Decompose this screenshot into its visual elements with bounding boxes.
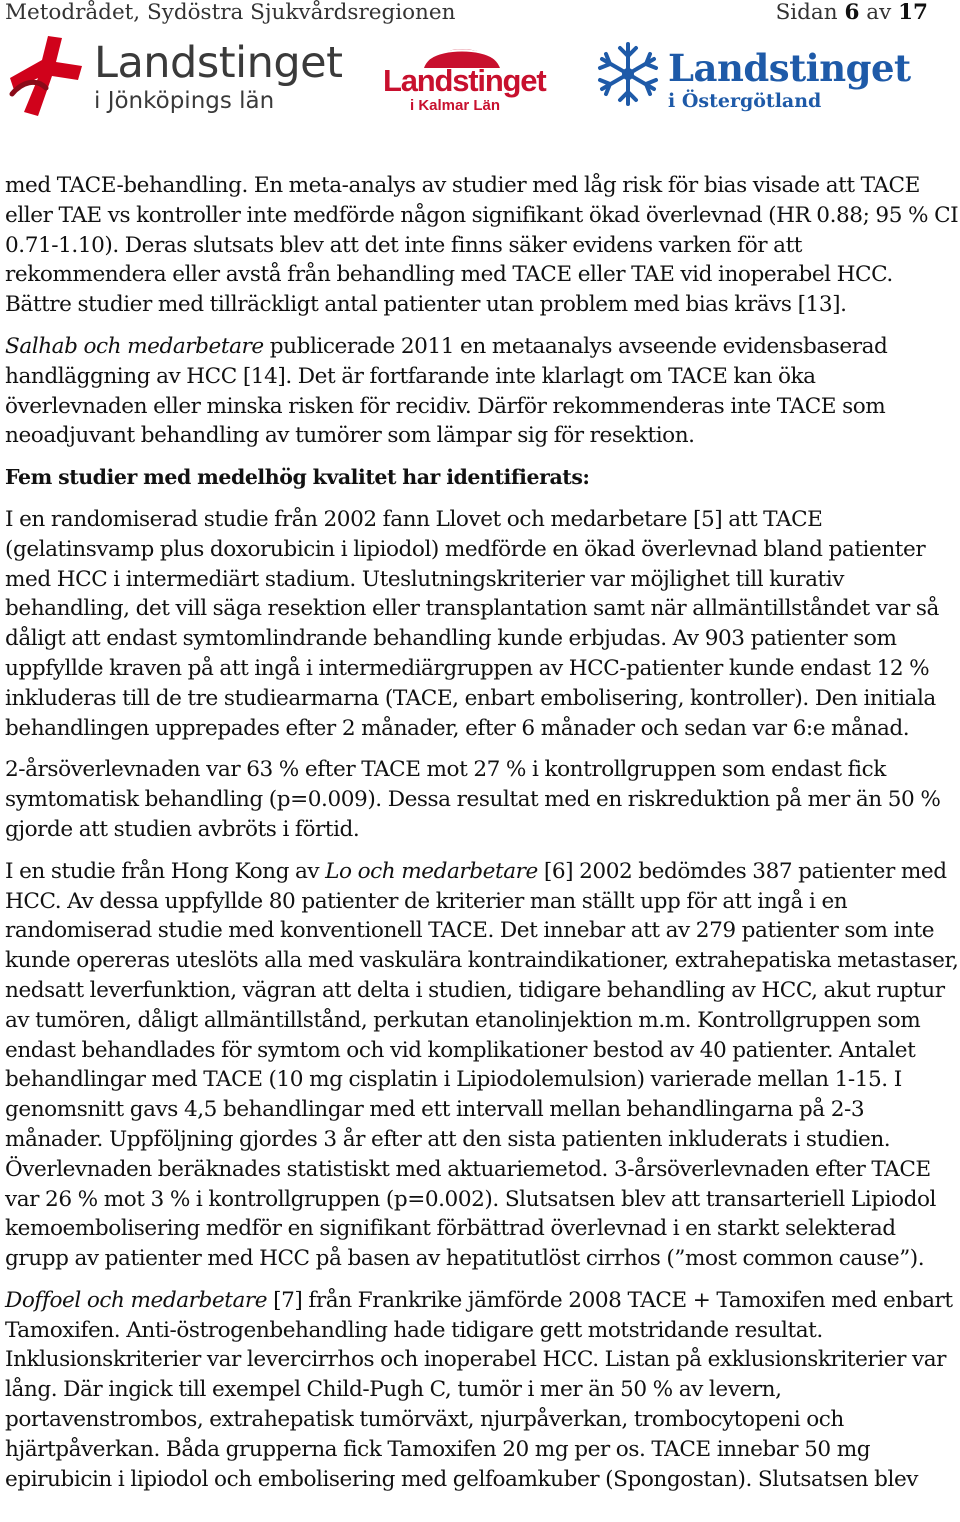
author-salhab: Salhab och medarbetare [5, 333, 264, 359]
paragraph-lo: I en studie från Hong Kong av Lo och medarbetare [6] 2002 bedömdes 387 patienter med HCC. Av dessa uppfyllde 80 patienter de kriterier man ställt upp för att ingå i en randomiserad studie med konventionell TACE. Det innebar att av 279 patienter som inte kunde opereras uteslöts alla med vaskulära kontraindikationer, extrahepatiska metastaser, nedsatt leverfunktion, vägran att delta i studien, tidigare behandling av HCC, akut ruptur av tumören, dåligt allmäntillstånd, perkutan etanolinjektion m.m. Kontrollgruppen som endast behandlades för symtom och vid komplikationer bestod av 40 patienter. Antalet behandlingar med TACE (10 mg cisplatin i Lipiodolemulsion) varierade mellan 1-15. I genomsnitt gavs 4,5 behandlingar med ett intervall mellan behandlingarna på 2-3 månader. Uppföljning gjordes 3 år efter att den sista patienten inkluderats i studien. Överlevnaden beräknades statistiskt med aktuariemetod. 3-årsöverlevnaden efter TACE var 26 % mot 3 % i kontrollgruppen (p=0.002). Slutsatsen blev att transarteriell Lipiodol kemoembolisering medför en signifikant förbättrad överlevnad i en starkt selekterad grupp av patienter med HCC på basen av hepatitutlöst cirrhos (”most common cause”). [5, 858, 959, 1272]
blue-snowflake-icon [592, 38, 664, 110]
paragraph-salhab: Salhab och medarbetare publicerade 2011 en metaanalys avseende evidensbaserad handläggning av HCC [14]. Det är fortfarande inte klarlagt om TACE kan öka överlevnaden eller minska risken för recidiv. Därför rekommenderas inte TACE som neoadjuvant behandling av tumörer som lämpar sig för resektion. [5, 333, 888, 449]
page-current: 6 [844, 0, 860, 25]
logo-band [0, 34, 960, 124]
running-header [5, 0, 928, 26]
paragraph-meta-analysis: med TACE-behandling. En meta-analys av studier med låg risk för bias visade att TACE eller TAE vs kontroller inte medförde någon signifikant ökad överlevnad (HR 0.88; 95 % CI 0.71-1.10). Deras slutsats blev att det inte finns säker evidens varken för att rekommendera eller avstå från behandling med TACE eller TAE vid inoperabel HCC. Bättre studier med tillräckligt antal patienter utan problem med bias krävs [13]. [5, 173, 959, 318]
ostergotland-logo-sub: i Östergötland [668, 90, 822, 112]
logo-landstinget-kalmar [380, 34, 545, 120]
page-separator: av [866, 0, 892, 25]
jonkoping-logo-sub: i Jönköpings län [94, 88, 275, 114]
jonkoping-logo-name: Landstinget [94, 38, 343, 88]
section-heading: Fem studier med medelhög kvalitet har identifierats: [5, 465, 590, 490]
organization-name: Metodrådet, Sydöstra Sjukvårdsregionen [5, 0, 456, 25]
paragraph-doffoel: Doffoel och medarbetare [7] från Frankrike jämförde 2008 TACE + Tamoxifen med enbart Tamoxifen. Anti-östrogenbehandling hade tidigare gett motstridande resultat. Inklusionskriterier var levercirrhos och inoperabel HCC. Listan på exklusionskriterier var lång. Där ingick till exempel Child-Pugh C, tumör i mer än 50 % av levern, portavenstrombos, extrahepatisk tumörväxt, njurpåverkan, trombocytopeni och hjärtpåverkan. Båda grupperna fick Tamoxifen 20 mg per os. TACE innebar 50 mg epirubicin i lipiodol och embolisering med gelfoamkuber (Spongostan). Slutsatsen blev [5, 1287, 953, 1492]
body-text [5, 171, 960, 1506]
author-lo: Lo och medarbetare [325, 858, 538, 884]
red-cross-ribbon-icon [2, 34, 88, 120]
logo-landstinget-jonkoping [2, 34, 342, 120]
page-prefix: Sidan [775, 0, 838, 25]
kalmar-logo-name: Landstinget [383, 63, 546, 98]
ostergotland-logo-name: Landstinget [668, 46, 911, 90]
paragraph-survival: 2-årsöverlevnaden var 63 % efter TACE mot 27 % i kontrollgruppen som endast fick symtomatisk behandling (p=0.009). Dessa resultat med en riskreduktion på mer än 50 % gjorde att studien avbröts i förtid. [5, 757, 941, 842]
paragraph-llovet: I en randomiserad studie från 2002 fann Llovet och medarbetare [5] att TACE (gelatinsvamp plus doxorubicin i lipiodol) medförde en ökad överlevnad bland patienter med HCC i intermediärt stadium. Uteslutningskriterier var möjlighet till kurativ behandling, det vill säga resektion eller transplantation samt när allmäntillståndet var så dåligt att endast symtomlindrande behandling kunde erbjudas. Av 903 patienter som uppfyllde kraven på att ingå i intermediärgruppen av HCC-patienter kunde endast 12 % inkluderas till de tre studiearmarna (TACE, enbart embolisering, kontroller). Den initiala behandlingen upprepades efter 2 månader, efter 6 månader och sedan var 6:e månad. [5, 506, 939, 741]
page-number [776, 0, 928, 26]
kalmar-logo-sub: i Kalmar Län [410, 97, 501, 114]
page-total: 17 [898, 0, 928, 25]
logo-landstinget-ostergotland [590, 34, 920, 120]
author-doffoel: Doffoel och medarbetare [5, 1287, 268, 1313]
